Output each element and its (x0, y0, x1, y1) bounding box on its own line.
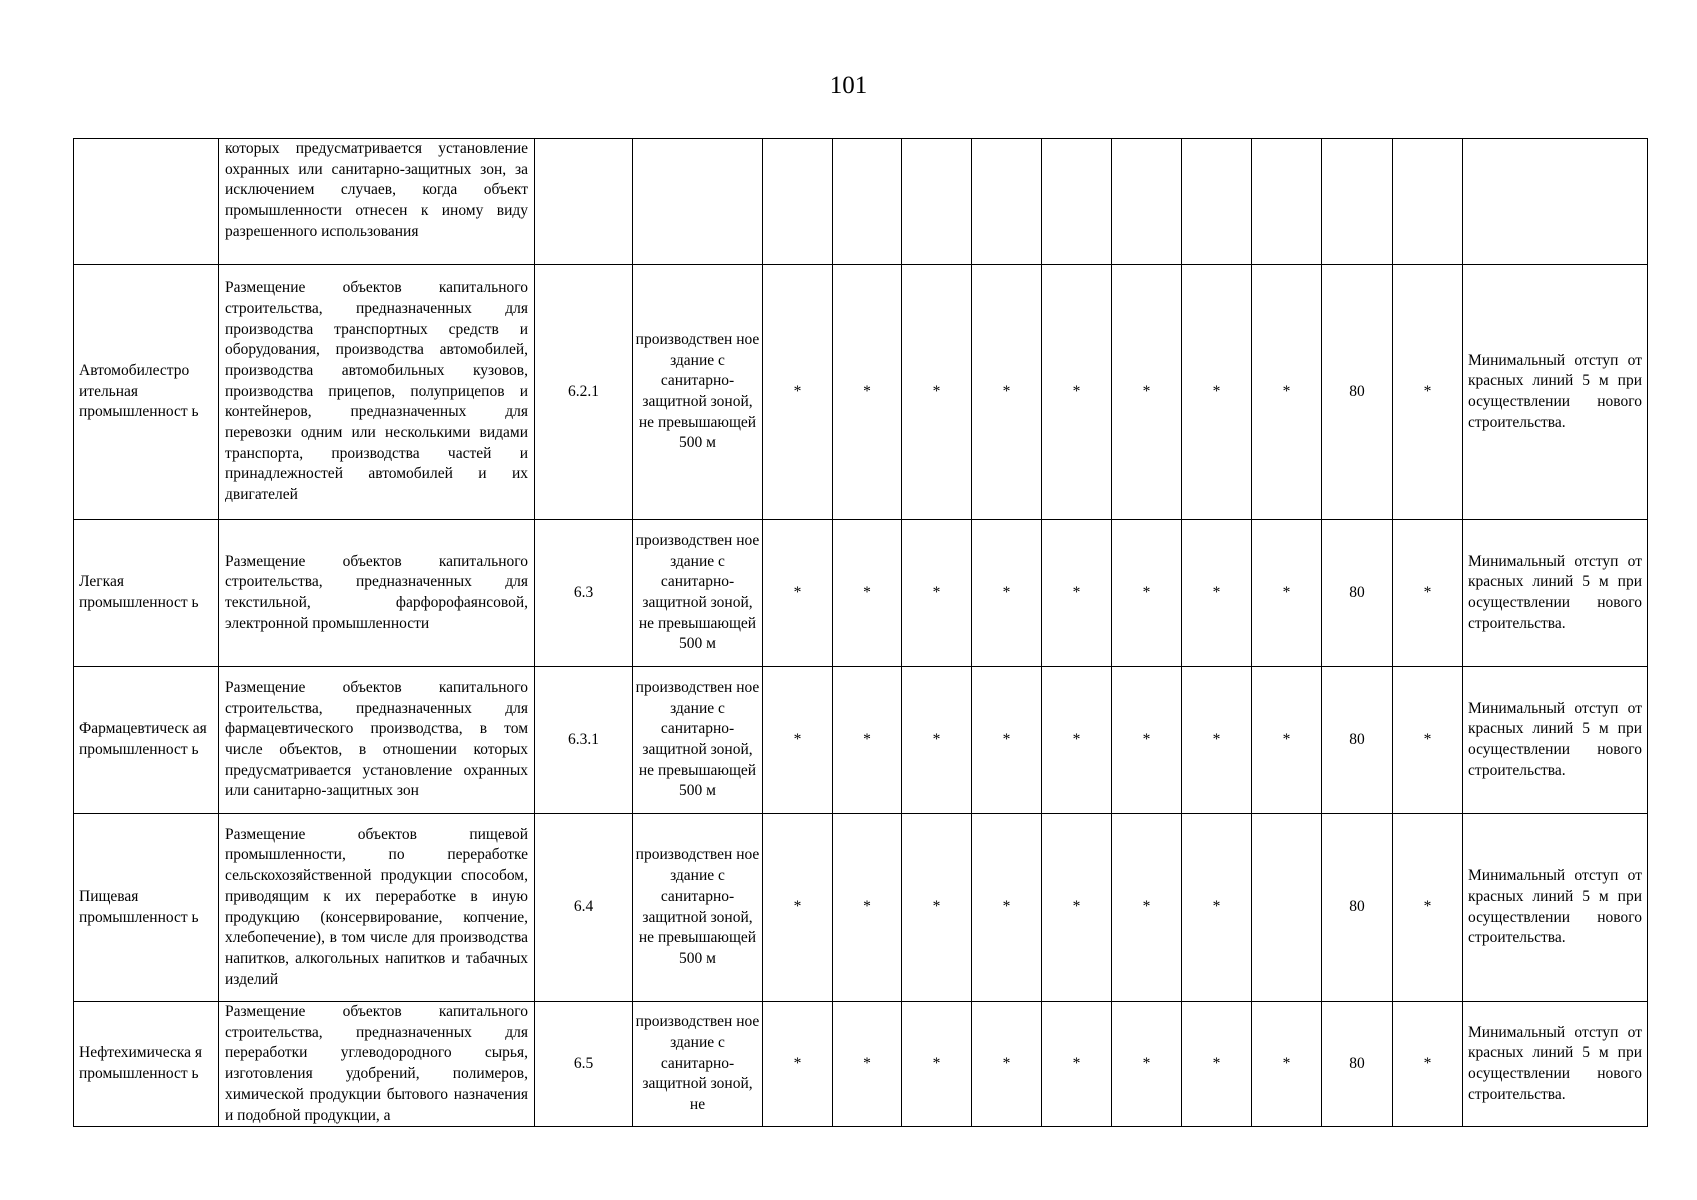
parameter-cell: * (902, 1002, 972, 1127)
parameter-cell (763, 139, 833, 265)
parameter-cell: 80 (1322, 667, 1393, 814)
table-row (74, 265, 1648, 520)
parameter-cell: * (763, 667, 833, 814)
use-type-code: 6.4 (535, 814, 633, 1002)
parameter-cell: 80 (1322, 814, 1393, 1002)
parameter-cell: * (902, 667, 972, 814)
parameter-cell: 80 (1322, 520, 1393, 667)
parameter-cell: * (1393, 1002, 1463, 1127)
description-text: Размещение объектов капитального строительства, предназначенных для фармацевтического производства, в том числе объектов, в отношении которых предусматривается установление охранных или санитарно-защитных зон (225, 678, 528, 800)
building-type: производствен ное здание с санитарно-защитной зоной, не превышающей 500 м (633, 667, 763, 814)
use-type-description (219, 139, 535, 265)
parameter-cell: * (1252, 667, 1322, 814)
use-type-code: 6.3 (535, 520, 633, 667)
parameter-cell: * (972, 265, 1042, 520)
parameter-cell: * (902, 520, 972, 667)
parameter-cell: * (763, 1002, 833, 1127)
parameter-cell: * (1182, 667, 1252, 814)
use-type-description (219, 520, 535, 667)
use-type-name: Легкая промышленност ь (74, 520, 219, 667)
parameter-cell: * (1393, 265, 1463, 520)
parameter-cell: * (763, 520, 833, 667)
parameter-cell: * (1042, 814, 1112, 1002)
land-use-table (73, 138, 1648, 1127)
description-text: Размещение объектов капитального строительства, предназначенных для производства транспортных средств и оборудования, производства автомобилей, производства автомобильных кузовов, производства прицепов, полуприцепов и контейнеров, предназначенных для перевозки одним или несколькими видами транспорта, производства частей и принадлежностей автомобилей и их двигателей (225, 279, 528, 504)
use-type-name: Фармацевтическ ая промышленност ь (74, 667, 219, 814)
parameter-cell (1182, 139, 1252, 265)
parameter-cell: * (1042, 520, 1112, 667)
parameter-cell: * (1393, 814, 1463, 1002)
description-text: Размещение объектов капитального строительства, предназначенных для переработки углеводородного сырья, изготовления удобрений, полимеров, химической продукции бытового назначения и подобной продукции, а (225, 1003, 528, 1124)
use-type-code: 6.2.1 (535, 265, 633, 520)
parameter-cell: * (902, 265, 972, 520)
parameter-cell: * (833, 520, 902, 667)
parameter-cell: * (1112, 667, 1182, 814)
parameter-cell: * (1182, 520, 1252, 667)
note-text: Минимальный отступ от красных линий 5 м при осуществлении нового строительства. (1468, 699, 1642, 779)
parameter-cell: * (763, 814, 833, 1002)
use-type-code (535, 139, 633, 265)
table-row (74, 139, 1648, 265)
table-row (74, 1002, 1648, 1127)
use-type-code: 6.3.1 (535, 667, 633, 814)
building-type: производствен ное здание с санитарно-защитной зоной, не превышающей 500 м (633, 520, 763, 667)
parameter-cell: * (1182, 265, 1252, 520)
parameter-cell: * (833, 814, 902, 1002)
parameter-cell (1322, 139, 1393, 265)
use-type-name: Пищевая промышленност ь (74, 814, 219, 1002)
parameter-cell (972, 139, 1042, 265)
table-row (74, 520, 1648, 667)
use-type-description (219, 1002, 535, 1127)
parameter-cell: * (833, 667, 902, 814)
parameter-cell: 80 (1322, 1002, 1393, 1127)
parameter-cell: * (972, 520, 1042, 667)
parameter-cell: * (972, 1002, 1042, 1127)
parameter-cell (902, 139, 972, 265)
parameter-cell (1252, 139, 1322, 265)
page-number: 101 (829, 72, 868, 99)
parameter-cell: * (1393, 667, 1463, 814)
note-cell (1463, 667, 1648, 814)
parameter-cell: * (1182, 1002, 1252, 1127)
parameter-cell (1042, 139, 1112, 265)
note-cell (1463, 1002, 1648, 1127)
parameter-cell: * (833, 265, 902, 520)
parameter-cell: * (1252, 520, 1322, 667)
use-type-description (219, 265, 535, 520)
parameter-cell (1112, 139, 1182, 265)
parameter-cell: * (763, 265, 833, 520)
table-row (74, 667, 1648, 814)
parameter-cell: * (1042, 667, 1112, 814)
note-cell (1463, 265, 1648, 520)
parameter-cell: * (1112, 265, 1182, 520)
use-type-code: 6.5 (535, 1002, 633, 1127)
parameter-cell: * (1252, 265, 1322, 520)
note-text: Минимальный отступ от красных линий 5 м при осуществлении нового строительства. (1468, 867, 1642, 947)
note-text: Минимальный отступ от красных линий 5 м при осуществлении нового строительства. (1468, 552, 1642, 632)
parameter-cell: * (1112, 814, 1182, 1002)
parameter-cell: * (1252, 1002, 1322, 1127)
use-type-name: Автомобилестро ительная промышленност ь (74, 265, 219, 520)
parameter-cell: * (972, 814, 1042, 1002)
parameter-cell (1252, 814, 1322, 1002)
note-cell (1463, 520, 1648, 667)
note-cell (1463, 814, 1648, 1002)
building-type: производствен ное здание с санитарно-защитной зоной, не превышающей 500 м (633, 814, 763, 1002)
parameter-cell: * (833, 1002, 902, 1127)
use-type-name: Нефтехимическа я промышленност ь (74, 1002, 219, 1127)
building-type: производствен ное здание с санитарно-защитной зоной, не превышающей 500 м (633, 265, 763, 520)
use-type-description (219, 667, 535, 814)
parameter-cell (833, 139, 902, 265)
note-text: Минимальный отступ от красных линий 5 м при осуществлении нового строительства. (1468, 351, 1642, 431)
use-type-description (219, 814, 535, 1002)
description-text: Размещение объектов пищевой промышленности, по переработке сельскохозяйственной продукции способом, приводящим к их переработке в иную продукцию (консервирование, копчение, хлебопечение), в том числе для производства напитков, алкогольных напитков и табачных изделий (225, 825, 528, 988)
table-row (74, 814, 1648, 1002)
parameter-cell: * (1182, 814, 1252, 1002)
parameter-cell: * (1042, 265, 1112, 520)
note-cell (1463, 139, 1648, 265)
table-body (74, 139, 1648, 1127)
building-type: производствен ное здание с санитарно-защитной зоной, не (633, 1002, 763, 1127)
parameter-cell: * (1042, 1002, 1112, 1127)
use-type-name (74, 139, 219, 265)
parameter-cell (1393, 139, 1463, 265)
parameter-cell: * (902, 814, 972, 1002)
parameter-cell: * (972, 667, 1042, 814)
description-text: которых предусматривается установление охранных или санитарно-защитных зон, за исключением случаев, когда объект промышленности отнесен к иному виду разрешенного использования (225, 140, 528, 240)
note-text: Минимальный отступ от красных линий 5 м при осуществлении нового строительства. (1468, 1023, 1642, 1103)
parameter-cell: 80 (1322, 265, 1393, 520)
parameter-cell: * (1393, 520, 1463, 667)
parameter-cell: * (1112, 520, 1182, 667)
description-text: Размещение объектов капитального строительства, предназначенных для текстильной, фарфорофаянсовой, электронной промышленности (225, 552, 528, 632)
building-type (633, 139, 763, 265)
parameter-cell: * (1112, 1002, 1182, 1127)
